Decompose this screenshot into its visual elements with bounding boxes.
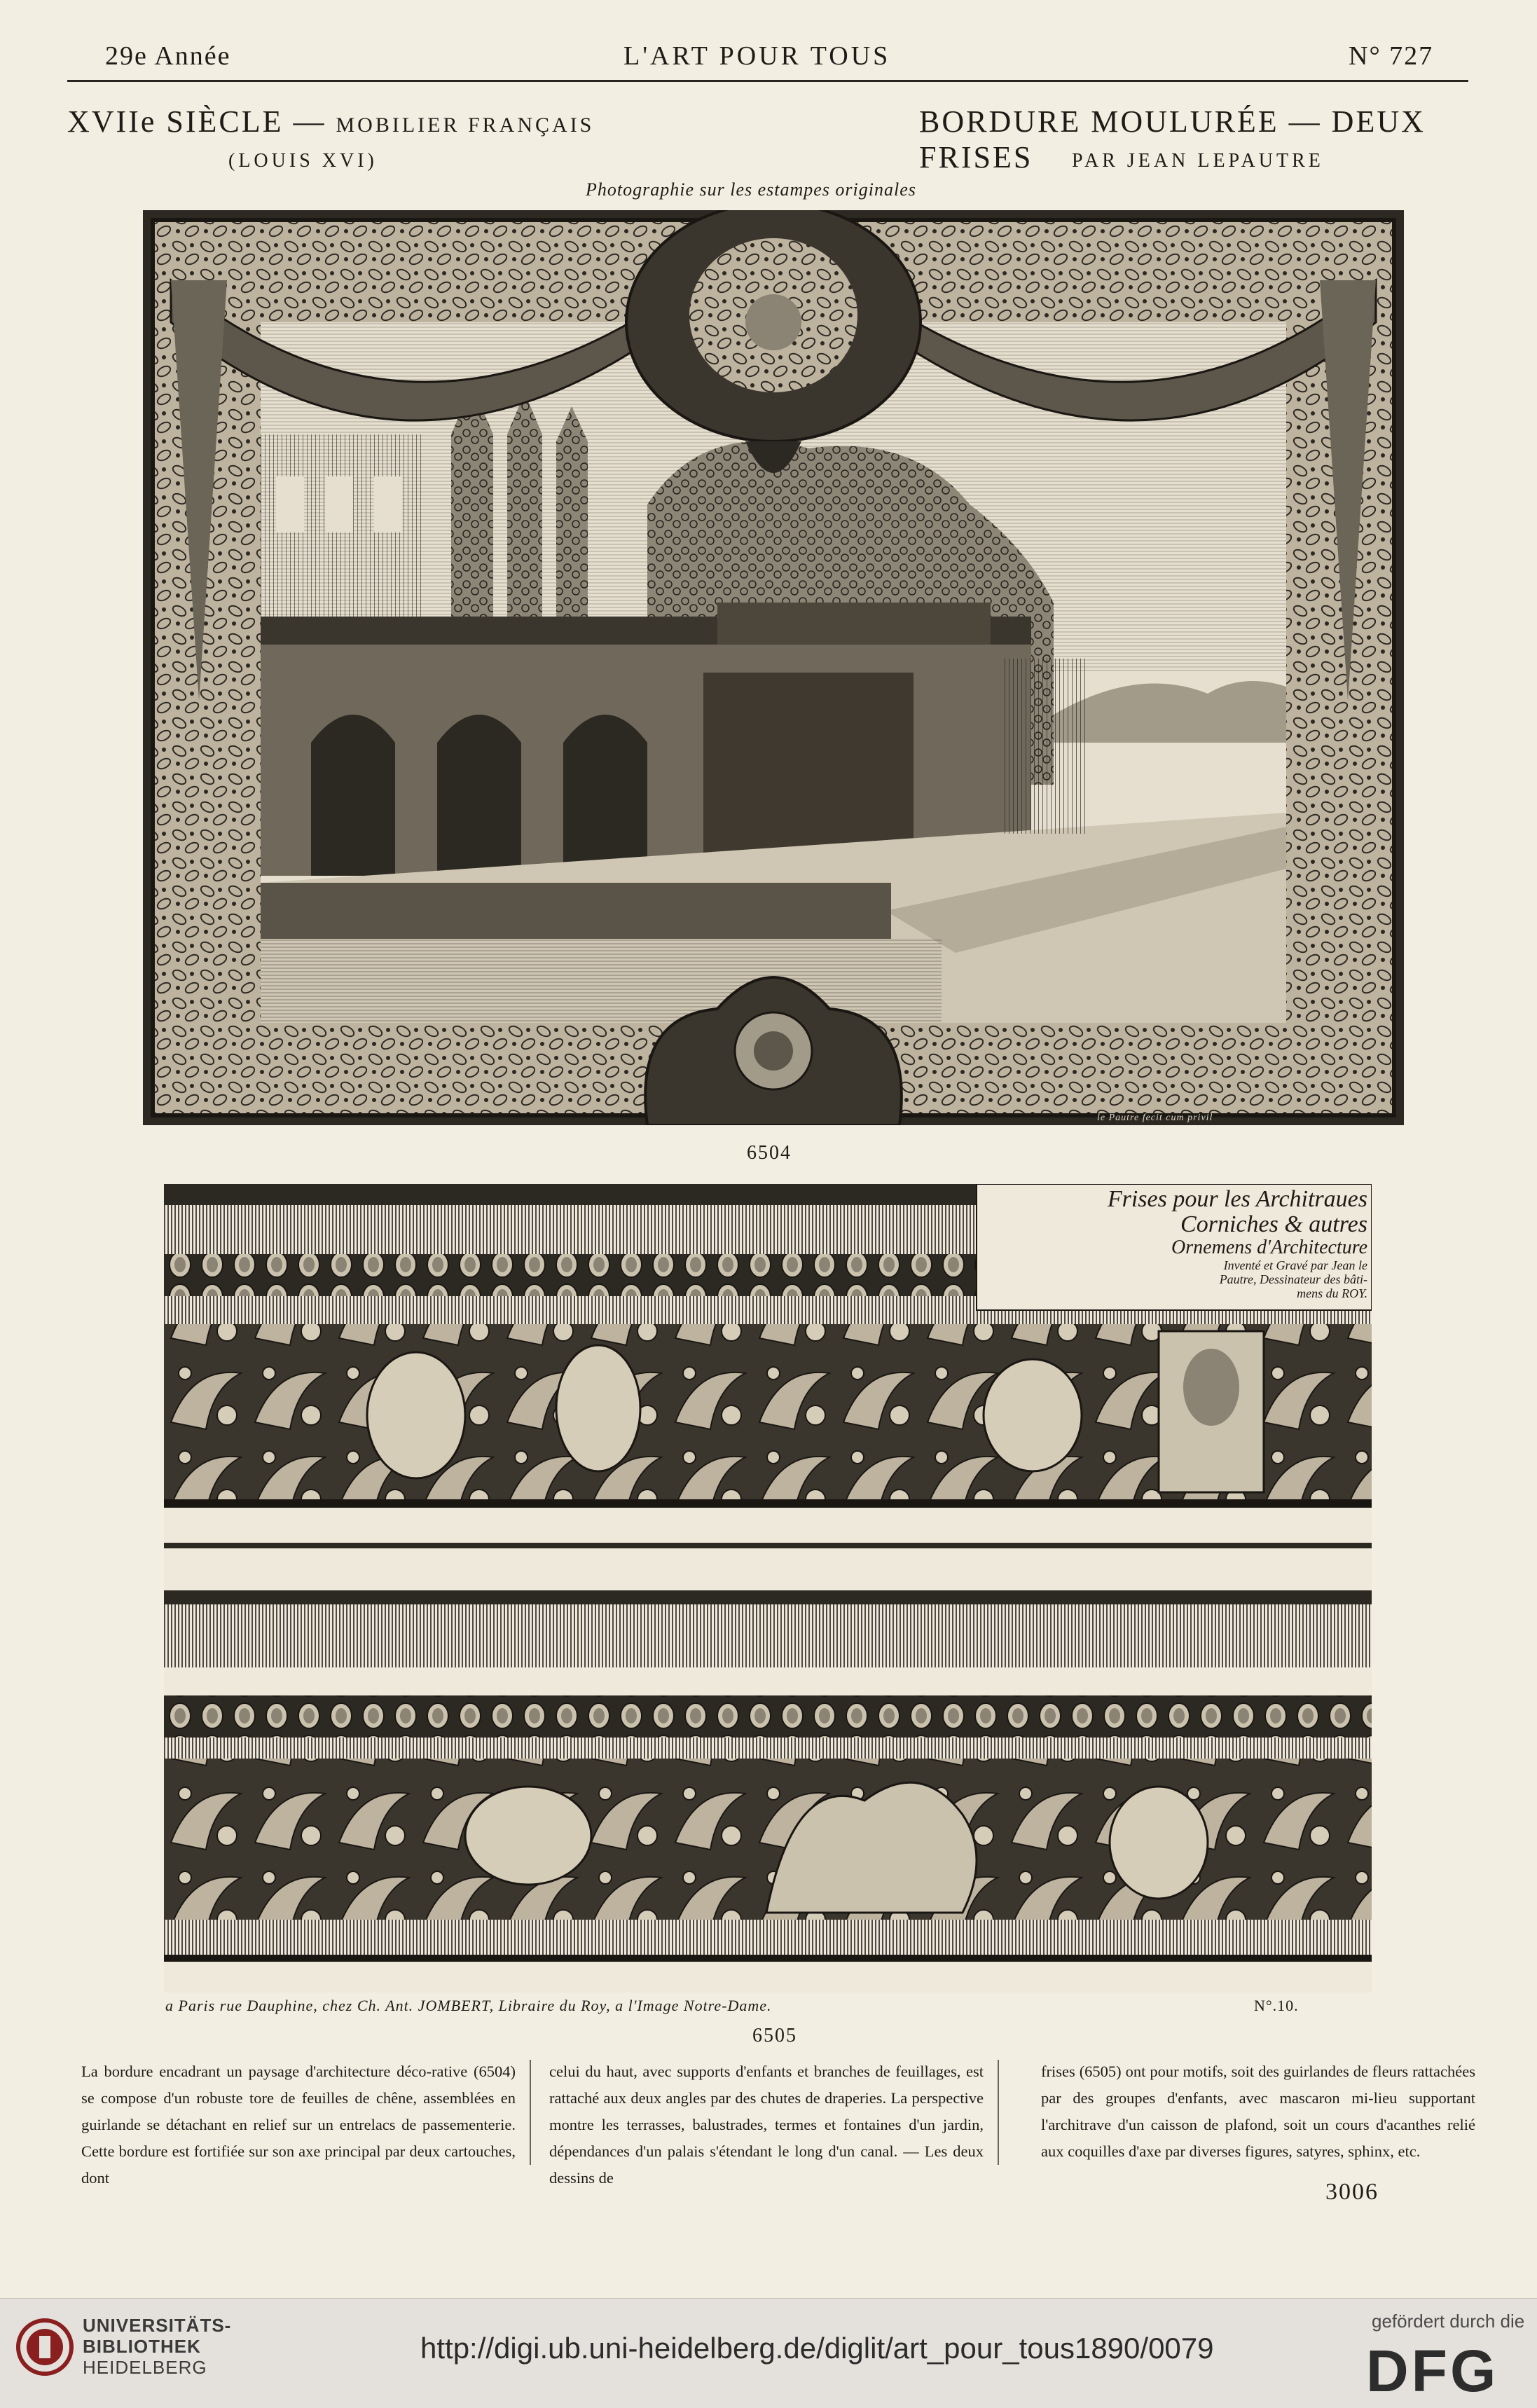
plate-6504-engraving bbox=[143, 210, 1404, 1125]
cartouche-line-2: Corniches & autres bbox=[1180, 1211, 1367, 1237]
cartouche-line-5: Pautre, Dessinateur des bâti- bbox=[1219, 1272, 1367, 1286]
plate-6505-imprint: a Paris rue Dauphine, chez Ch. Ant. JOMBERT, Libraire du Roy, a l'Image Notre-Dame. bbox=[165, 1997, 772, 2014]
plate-6505-cartouche bbox=[989, 1187, 1367, 1300]
university-library-label bbox=[83, 2315, 231, 2378]
header-year: 29e Année bbox=[105, 41, 231, 71]
text-column-1: La bordure encadrant un paysage d'architecture déco-rative (6504) se compose d'un robuste tore de feuilles de chêne, assemblées en guirlande se détachant en relief sur un entrelacs de passementerie. Cette bordure est fortifiée sur son axe principal par deux cartouches, dont bbox=[81, 2063, 516, 2187]
header-issue-number: N° 727 bbox=[1349, 41, 1434, 71]
dfg-logo: DFG bbox=[1366, 2338, 1499, 2404]
header-journal-title: L'ART POUR TOUS bbox=[623, 41, 891, 71]
text-column-3: frises (6505) ont pour motifs, soit des guirlandes de fleurs rattachées par des groupes d'enfants, avec mascaron mi-lieu supportant l'architrave d'un caisson de plafond, soit un cours d'acanthes relié aux coquilles d'axe par diverses figures, satyres, sphinx, etc. bbox=[1041, 2063, 1475, 2160]
column-divider-2 bbox=[998, 2060, 999, 2165]
text-column-2: celui du haut, avec supports d'enfants et branches de feuillages, est rattaché aux deux angles par des chutes de draperies. La perspective montre les terrasses, balustrades, termes et fontaines d'un jardin, dépendances d'un palais s'étendant le long d'un canal. — Les deux dessins de bbox=[549, 2063, 984, 2187]
column-divider-1 bbox=[530, 2060, 531, 2165]
title-left-sub: (LOUIS XVI) bbox=[228, 150, 378, 172]
page-number: 3006 bbox=[1325, 2179, 1379, 2205]
title-right-main: BORDURE MOULURÉE — DEUX FRISES bbox=[919, 104, 1426, 174]
photo-caption: Photographie sur les estampes originales bbox=[586, 179, 916, 200]
uni-line-1: UNIVERSITÄTS- bbox=[83, 2315, 232, 2336]
uni-line-3: HEIDELBERG bbox=[83, 2357, 207, 2378]
plate-6504-number: 6504 bbox=[747, 1142, 792, 1164]
title-left bbox=[67, 104, 594, 139]
title-left-tail: MOBILIER FRANÇAIS bbox=[336, 113, 595, 137]
university-seal-icon bbox=[15, 2318, 74, 2376]
header-rule bbox=[67, 80, 1468, 82]
plate-6505-engraving bbox=[164, 1184, 1372, 1993]
uni-line-2: BIBLIOTHEK bbox=[83, 2336, 201, 2357]
cartouche-line-1: Frises pour les Architraues bbox=[1107, 1186, 1367, 1212]
funded-by-label: gefördert durch die bbox=[1372, 2311, 1525, 2332]
plate-6504-signature: le Pautre fecit cum privil bbox=[1097, 1113, 1213, 1123]
title-left-main: XVIIe SIÈCLE bbox=[67, 104, 284, 139]
permalink-url[interactable]: http://digi.ub.uni-heidelberg.de/diglit/art_pour_tous1890/0079 bbox=[420, 2332, 1214, 2365]
plate-6505-number: 6505 bbox=[752, 2025, 797, 2046]
cartouche-line-4: Inventé et Gravé par Jean le bbox=[1223, 1258, 1367, 1272]
title-left-dash: — bbox=[293, 104, 326, 139]
cartouche-line-3: Ornemens d'Architecture bbox=[1171, 1237, 1367, 1258]
cartouche-line-6: mens du ROY. bbox=[1297, 1286, 1367, 1300]
title-right-sub: PAR JEAN LEPAUTRE bbox=[1072, 150, 1324, 172]
plate-6505-plate-no: N°.10. bbox=[1254, 1997, 1299, 2014]
